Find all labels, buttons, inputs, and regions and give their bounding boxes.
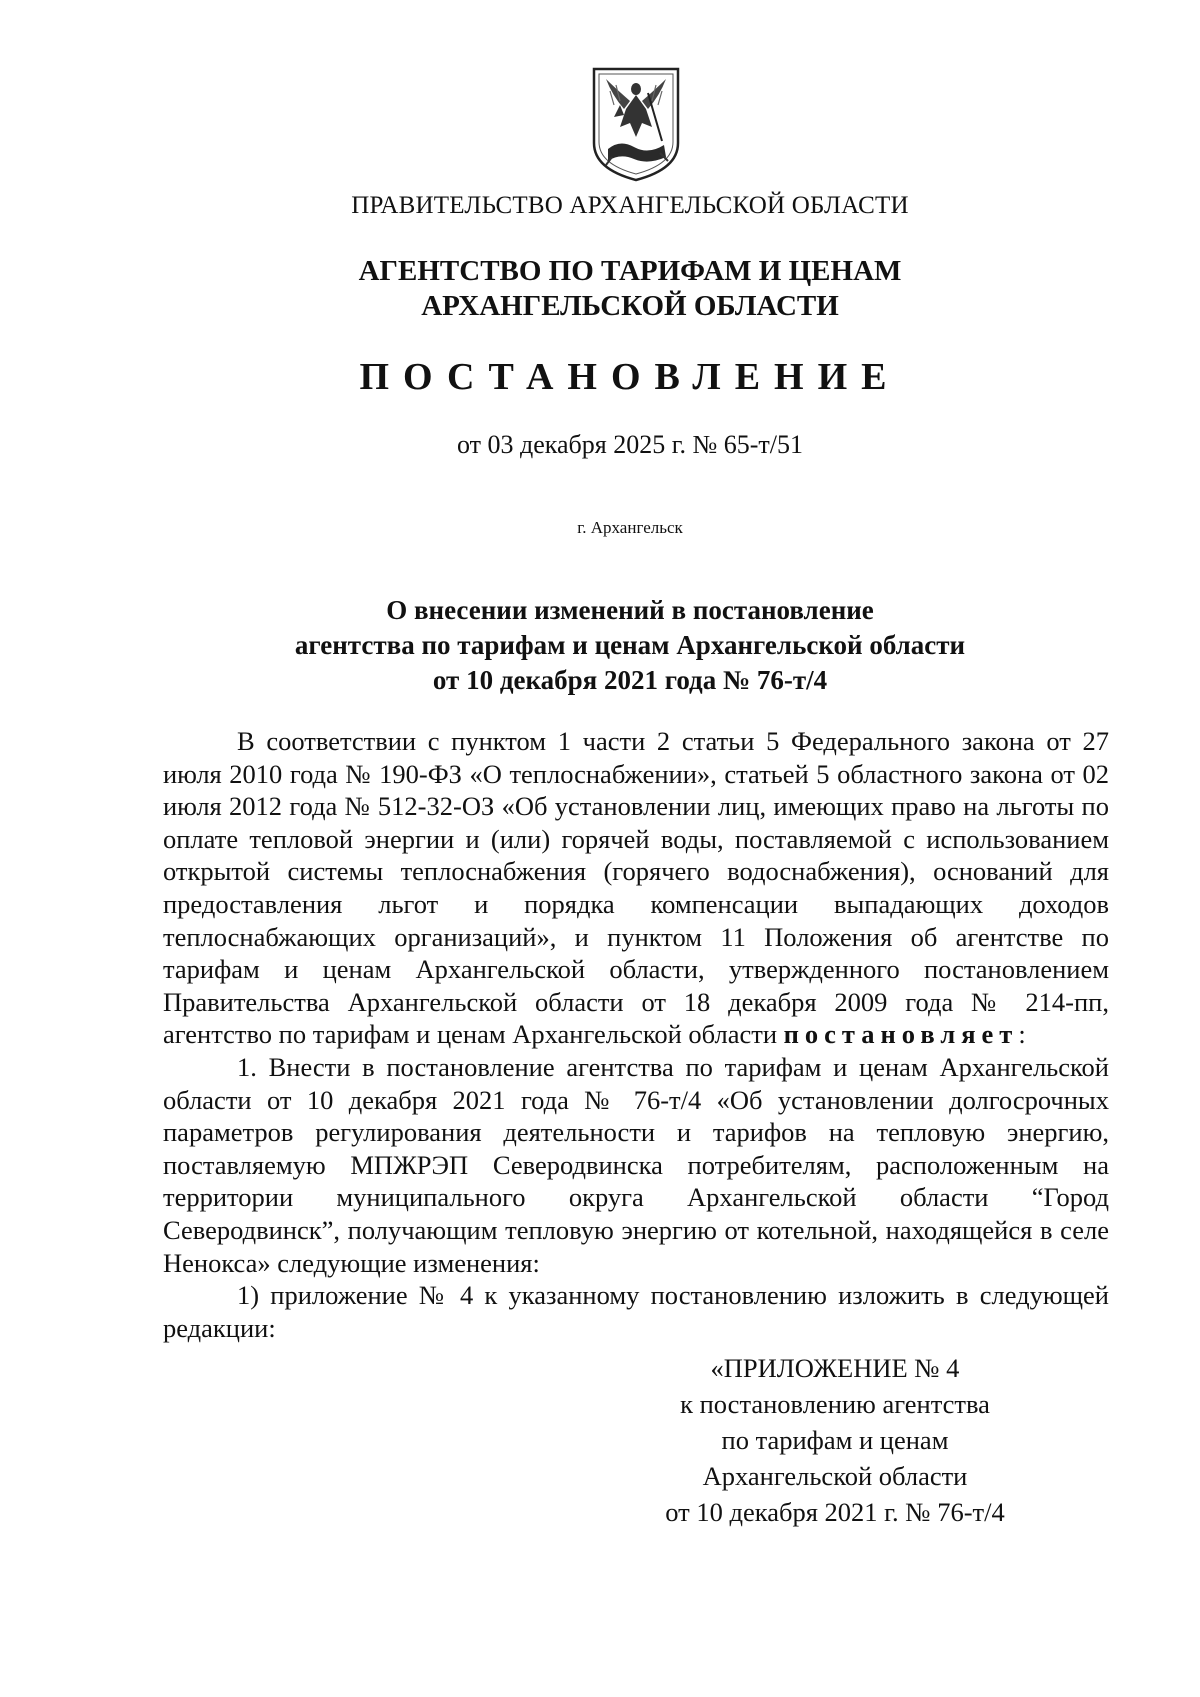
appendix-header	[640, 1350, 1030, 1530]
document-type-title: ПОСТАНОВЛЕНИЕ	[359, 356, 901, 398]
appendix-line-2: к постановлению агентства	[680, 1389, 990, 1419]
subject-line-2: агентства по тарифам и ценам Архангельской области	[294, 630, 966, 660]
agency-title-line-1: АГЕНТСТВО ПО ТАРИФАМ И ЦЕНАМ	[358, 255, 902, 287]
preamble-text: В соответствии с пунктом 1 части 2 статьи 5 Федерального закона от 27 июля 2010 года № 190-ФЗ «О теплоснабжении», статьей 5 областного закона от 02 июля 2012 года № 512-32-ОЗ «Об установлении лиц, имеющих право на льготы по оплате тепловой энергии и (или) горячей воды, поставляемой с использованием открытой системы теплоснабжения (горячего водоснабжения), оснований для предоставления льгот и порядка компенсации выпадающих доходов теплоснабжающих организаций», и пунктом 11 Положения об агентстве по тарифам и ценам Архангельской области, утвержденного постановлением Правительства Архангельской области от 18 декабря 2009 года № 214-пп, агентство по тарифам и ценам Архангельской области	[163, 726, 1109, 1050]
document-date-number: от 03 декабря 2025 г. № 65-т/51	[456, 430, 804, 459]
subject-line-3: от 10 декабря 2021 года № 76-т/4	[432, 665, 828, 695]
document-body	[163, 725, 1109, 1344]
preamble-paragraph	[163, 725, 1109, 1051]
agency-title-line-2: АРХАНГЕЛЬСКОЙ ОБЛАСТИ	[421, 290, 839, 322]
item-1-subitem-1-paragraph: 1) приложение № 4 к указанному постановлению изложить в следующей редакции:	[163, 1280, 1109, 1343]
appendix-line-3: по тарифам и ценам	[721, 1425, 949, 1455]
coat-of-arms-emblem	[590, 65, 682, 183]
government-header: ПРАВИТЕЛЬСТВО АРХАНГЕЛЬСКОЙ ОБЛАСТИ	[351, 192, 909, 219]
subject-line-1: О внесении изменений в постановление	[386, 595, 874, 625]
appendix-line-1: «ПРИЛОЖЕНИЕ № 4	[710, 1353, 960, 1383]
item-1-paragraph: 1. Внести в постановление агентства по тарифам и ценам Архангельской области от 10 декабря 2021 года № 76-т/4 «Об установлении долгосрочных параметров регулирования деятельности и тарифов на тепловую энергию, поставляемую МПЖРЭП Северодвинска потребителям, расположенным на территории муниципального округа Архангельской области “Город Северодвинск”, получающим тепловую энергию от котельной, находящейся в селе Ненокса» следующие изменения:	[163, 1051, 1109, 1278]
document-subject	[0, 593, 1200, 698]
document-city: г. Архангельск	[577, 518, 683, 537]
resolves-word: постановляет	[783, 1019, 1019, 1050]
agency-title	[0, 254, 1200, 324]
appendix-line-5: от 10 декабря 2021 г. № 76-т/4	[665, 1497, 1005, 1527]
resolves-colon: :	[1018, 1019, 1026, 1050]
appendix-line-4: Архангельской области	[702, 1461, 968, 1491]
